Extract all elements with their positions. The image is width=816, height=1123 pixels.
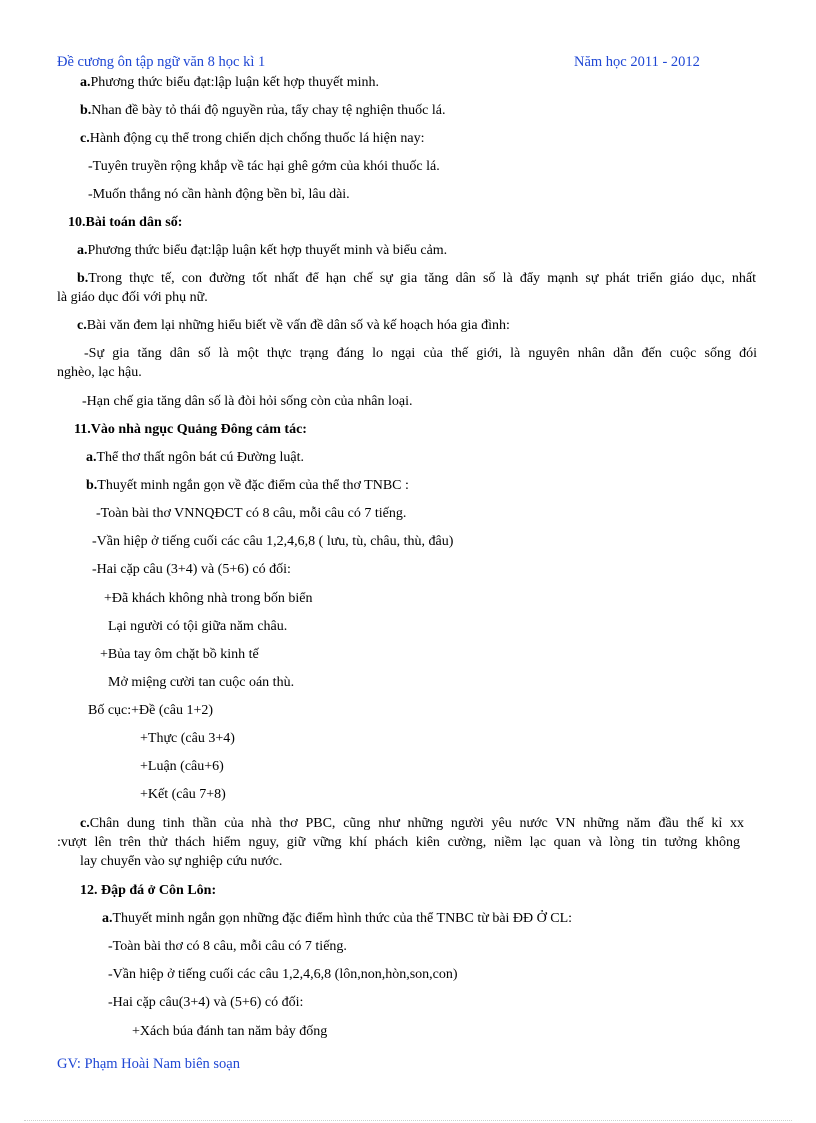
item-label: a.	[80, 75, 91, 90]
bullet-line: -Hạn chế gia tăng dân số là đòi hỏi sống còn của nhân loại.	[82, 394, 413, 409]
item-label: a.	[86, 450, 97, 465]
footer-divider	[24, 1120, 792, 1121]
paragraph-continuation: là giáo dục đối với phụ nữ.	[57, 290, 208, 305]
poem-line: Mở miệng cười tan cuộc oán thù.	[108, 675, 295, 690]
item-a-expression	[77, 242, 447, 260]
section-heading-10: 10.Bài toán dân số:	[68, 215, 183, 230]
bullet-line: -Toàn bài thơ có 8 câu, mỗi câu có 7 tiếng.	[108, 939, 347, 954]
bullet-line: -Muốn thắng nó cần hành động bền bỉ, lâu dài.	[88, 187, 350, 202]
poem-line: +Xách búa đánh tan năm bảy đống	[132, 1024, 328, 1039]
header-title: Đề cương ôn tập ngữ văn 8 học kì 1	[57, 54, 266, 70]
item-text: Thuyết minh ngắn gọn những đặc điểm hình thức của thể TNBC từ bài ĐĐ Ở CL:	[112, 911, 573, 926]
item-c-action	[80, 130, 424, 148]
item-a-explain	[102, 910, 572, 928]
item-b-solution	[77, 270, 756, 288]
structure-line: +Thực (câu 3+4)	[140, 731, 235, 746]
bullet-line: -Vần hiệp ở tiếng cuối các câu 1,2,4,6,8 (lôn,non,hòn,son,con)	[108, 967, 458, 982]
item-label: b.	[80, 103, 92, 118]
item-text: Phương thức biểu đạt:lập luận kết hợp thuyết minh và biểu cảm.	[87, 243, 448, 258]
bullet-line: -Toàn bài thơ VNNQĐCT có 8 câu, mỗi câu có 7 tiếng.	[96, 506, 407, 521]
poem-line: +Đã khách không nhà trong bốn biển	[104, 591, 313, 606]
bullet-line: -Sự gia tăng dân số là một thực trạng đáng lo ngại của thế giới, là nguyên nhân dẫn đến cuộc sống đói	[84, 346, 757, 361]
item-text: Trong thực tế, con đường tốt nhất để hạn chế sự gia tăng dân số là đẩy mạnh sự phát triển giáo dục, nhất	[88, 271, 756, 286]
section-heading-12: 12. Đập đá ở Côn Lôn:	[80, 883, 217, 898]
bullet-line: -Hai cặp câu (3+4) và (5+6) có đối:	[92, 562, 291, 577]
structure-line: +Kết (câu 7+8)	[140, 787, 226, 802]
item-text: Thuyết minh ngắn gọn về đặc điểm của thể thơ TNBC :	[97, 478, 409, 493]
item-text: Nhan đề bày tỏ thái độ nguyền rủa, tẩy chay tệ nghiện thuốc lá.	[91, 103, 446, 118]
item-b-explain	[86, 477, 409, 495]
item-text: Hành động cụ thể trong chiến dịch chống thuốc lá hiện nay:	[89, 131, 425, 146]
item-text: Chân dung tinh thần của nhà thơ PBC, cũng như những người yêu nước VN những năm đầu thế kỉ xx	[89, 816, 744, 831]
footer-author: GV: Phạm Hoài Nam biên soạn	[57, 1056, 240, 1072]
item-c-portrait	[80, 815, 744, 833]
item-label: b.	[77, 271, 89, 286]
item-text: Bài văn đem lại những hiểu biết về vấn đề dân số và kế hoạch hóa gia đình:	[86, 318, 510, 333]
structure-line: Bố cục:+Đề (câu 1+2)	[88, 703, 214, 718]
item-label: a.	[77, 243, 88, 258]
item-text: Thể thơ thất ngôn bát cú Đường luật.	[96, 450, 304, 465]
poem-line: Lại người có tội giữa năm châu.	[108, 619, 288, 634]
item-a-expression	[80, 74, 379, 92]
paragraph-continuation: nghèo, lạc hậu.	[57, 365, 142, 380]
section-heading-11: 11.Vào nhà ngục Quảng Đông cảm tác:	[74, 422, 307, 437]
bullet-line: -Hai cặp câu(3+4) và (5+6) có đối:	[108, 995, 304, 1010]
item-label: c.	[80, 131, 90, 146]
item-text: Phương thức biểu đạt:lập luận kết hợp thuyết minh.	[90, 75, 380, 90]
poem-line: +Bủa tay ôm chặt bồ kinh tế	[100, 647, 259, 662]
structure-line: +Luận (câu+6)	[140, 759, 224, 774]
header-school-year: Năm học 2011 - 2012	[574, 54, 700, 70]
item-label: c.	[80, 816, 90, 831]
item-a-form	[86, 449, 304, 467]
item-c-understanding	[77, 317, 510, 335]
item-label: b.	[86, 478, 98, 493]
bullet-line: -Vần hiệp ở tiếng cuối các câu 1,2,4,6,8 ( lưu, tù, châu, thù, đâu)	[92, 534, 454, 549]
item-label: a.	[102, 911, 113, 926]
bullet-line: -Tuyên truyền rộng khắp về tác hại ghê gớm của khói thuốc lá.	[88, 159, 440, 174]
item-label: c.	[77, 318, 87, 333]
paragraph-continuation: lay chuyển vào sự nghiệp cứu nước.	[80, 854, 283, 869]
paragraph-continuation: :vượt lên trên thử thách hiểm nguy, giữ vững khí phách kiên cường, niềm lạc quan và lòng tin tưởng không	[57, 835, 740, 850]
item-b-title	[80, 102, 445, 120]
